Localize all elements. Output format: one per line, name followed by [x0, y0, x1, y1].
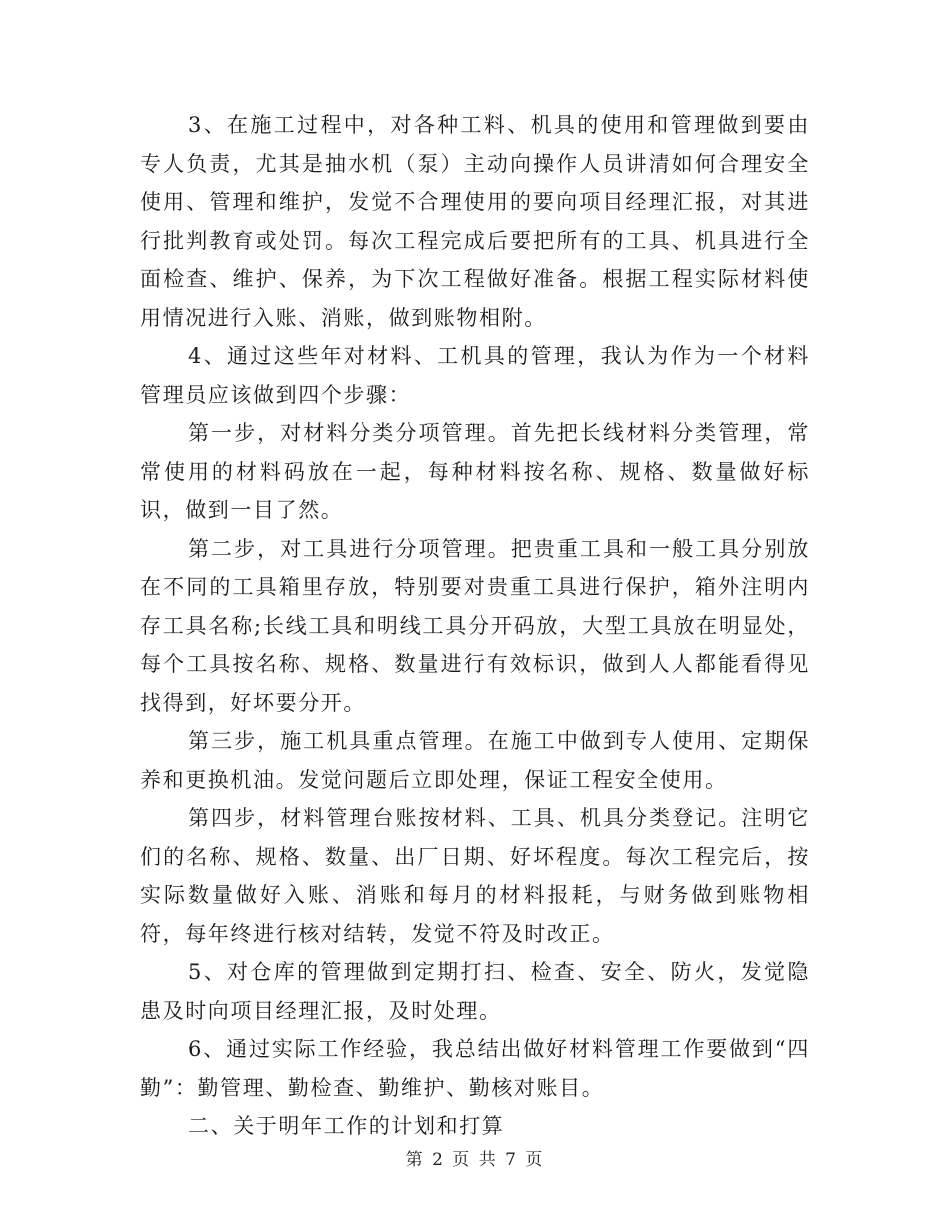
paragraph-step-1: 第一步，对材料分类分项管理。首先把长线材料分类管理，常常使用的材料码放在一起，每种材料按名称、规格、数量做好标识，做到一目了然。 — [140, 421, 810, 522]
paragraph-item-4: 4、通过这些年对材料、工机具的管理，我认为作为一个材料管理员应该做到四个步骤： — [140, 344, 810, 407]
paragraph-item-3: 3、在施工过程中，对各种工料、机具的使用和管理做到要由专人负责，尤其是抽水机（泵）主动向操作人员讲清如何合理安全使用、管理和维护，发觉不合理使用的要向项目经理汇报，对其进行批判教育或处罚。每次工程完成后要把所有的工具、机具进行全面检查、维护、保养，为下次工程做好准备。根据工程实际材料使用情况进行入账、消账，做到账物相附。 — [140, 113, 810, 330]
section-heading: 二、关于明年工作的计划和打算 — [188, 1114, 505, 1138]
paragraph-item-6: 6、通过实际工作经验，我总结出做好材料管理工作要做到“四勤”：勤管理、勤检查、勤维护、勤核对账目。 — [140, 1037, 810, 1100]
paragraph-step-3: 第三步，施工机具重点管理。在施工中做到专人使用、定期保养和更换机油。发觉问题后立即处理，保证工程安全使用。 — [140, 729, 810, 792]
paragraph-step-4: 第四步，材料管理台账按材料、工具、机具分类登记。注明它们的名称、规格、数量、出厂日期、好坏程度。每次工程完后，按实际数量做好入账、消账和每月的材料报耗，与财务做到账物相符，每年终进行核对结转，发觉不符及时改正。 — [140, 806, 810, 946]
document-body — [140, 106, 810, 1146]
paragraph-step-2: 第二步，对工具进行分项管理。把贵重工具和一般工具分别放在不同的工具箱里存放，特别要对贵重工具进行保护，箱外注明内存工具名称;长线工具和明线工具分开码放，大型工具放在明显处，每个工具按名称、规格、数量进行有效标识，做到人人都能看得见找得到，好坏要分开。 — [140, 536, 810, 715]
page-number-label: 第 2 页 共 7 页 — [405, 1150, 545, 1170]
paragraph-item-5: 5、对仓库的管理做到定期打扫、检查、安全、防火，发觉隐患及时向项目经理汇报，及时处理。 — [140, 960, 810, 1023]
page-footer — [0, 1145, 950, 1170]
